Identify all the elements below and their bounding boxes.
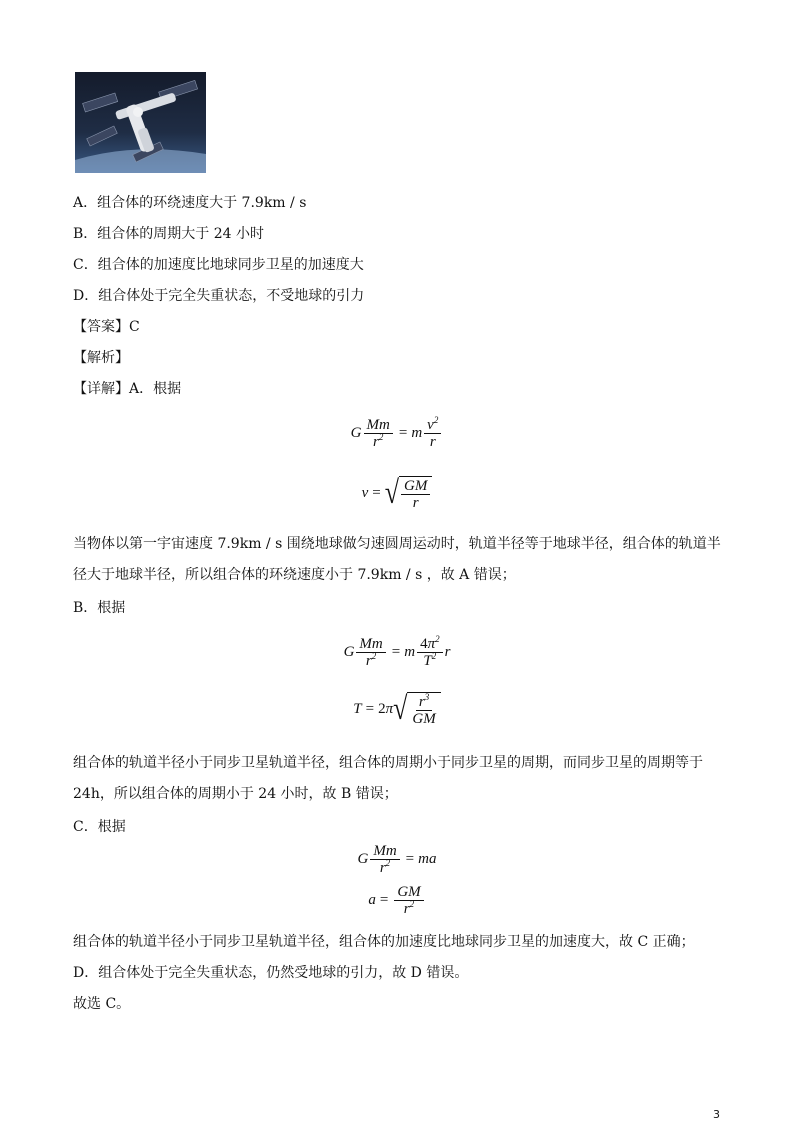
- conclusion: 故选 C。: [73, 996, 131, 1012]
- answer-label: 【答案】: [73, 319, 129, 335]
- formula-v: v = √ $\frac{GM}{r}$: [0, 476, 794, 511]
- detail-b-intro: B．根据: [73, 600, 126, 616]
- formula-t: T = 2 π √ $\frac{r^3}{GM}$: [0, 692, 794, 727]
- space-station-image: [75, 72, 206, 173]
- detail-b-text: 组合体的轨道半径小于同步卫星轨道半径，组合体的周期小于同步卫星的周期，而同步卫星的周期等于 24h，所以组合体的周期小于 24 小时，故 B 错误；: [73, 755, 703, 802]
- detail-c-text: 组合体的轨道半径小于同步卫星轨道半径，组合体的加速度比地球同步卫星的加速度大，故 C 正确；: [73, 934, 695, 950]
- formula-gravity-acceleration: G $\frac{Mm}{r^2}$ = ma: [357, 843, 437, 876]
- page-number: 3: [713, 1108, 720, 1121]
- detail-a-intro: 【详解】A．根据: [73, 381, 182, 397]
- analysis-label: 【解析】: [73, 350, 129, 366]
- answer: [73, 317, 140, 337]
- option-d: D．组合体处于完全失重状态，不受地球的引力: [73, 288, 365, 304]
- detail-d-text: D．组合体处于完全失重状态，仍然受地球的引力，故 D 错误。: [73, 965, 469, 981]
- formula-gravity-period: G $\frac{Mm}{r^2}$ = m $\frac{4\pi^2}{T^2}$ r: [343, 634, 451, 669]
- option-a: A．组合体的环绕速度大于 7.9km / s: [73, 195, 307, 211]
- formula-a: a = $\frac{GM}{r^2}$: [0, 884, 794, 917]
- detail-a-text: 当物体以第一宇宙速度 7.9km / s 围绕地球做匀速圆周运动时，轨道半径等于地球半径，组合体的轨道半径大于地球半径，所以组合体的环绕速度小于 7.9km / s ，故 A 错误；: [73, 536, 721, 583]
- option-b: B．组合体的周期大于 24 小时: [73, 226, 265, 242]
- answer-value: C: [129, 319, 140, 335]
- option-c: C．组合体的加速度比地球同步卫星的加速度大: [73, 257, 364, 273]
- formula-gravity-velocity: G $\frac{Mm}{r^2}$ = m $\frac{v^2}{r}$: [0, 417, 794, 450]
- detail-c-intro: C．根据: [73, 819, 126, 835]
